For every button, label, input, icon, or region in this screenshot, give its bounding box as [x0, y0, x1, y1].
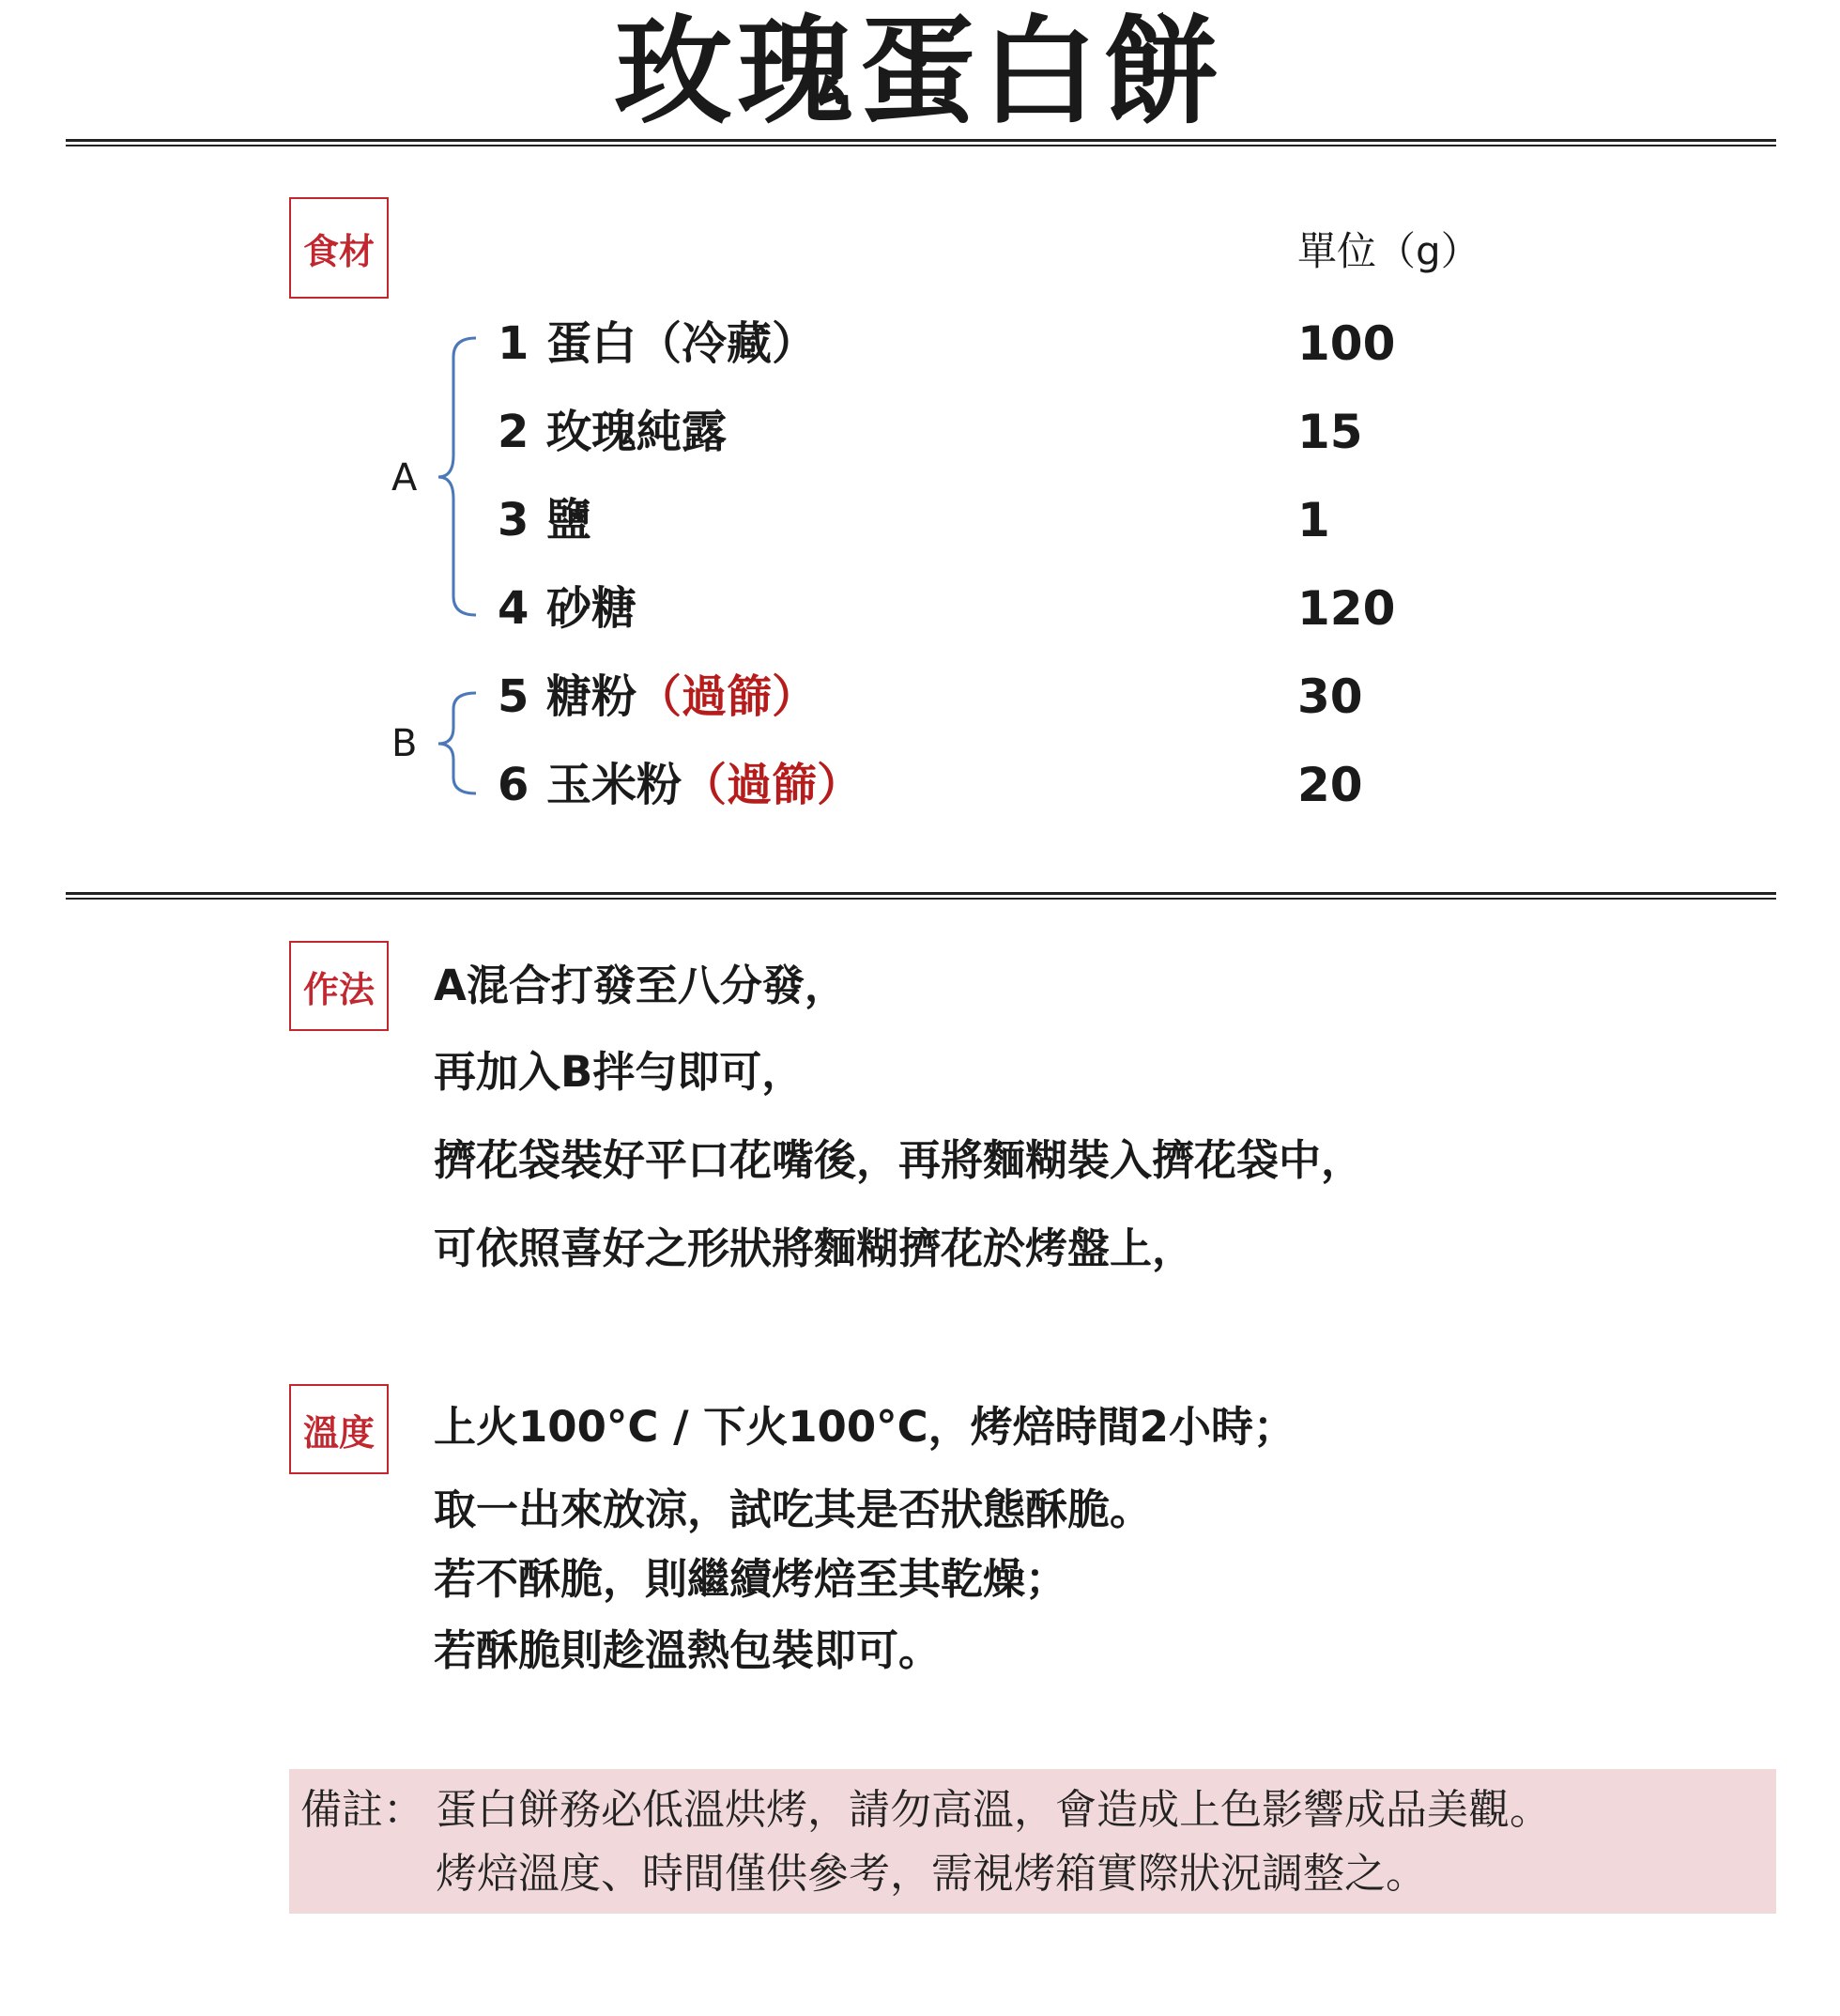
- note-line: 蛋白餅務必低溫烘烤，請勿高溫，會造成上色影響成品美觀。: [436, 1786, 1551, 1834]
- ingredient-number: 4: [498, 582, 529, 635]
- ingredient-name: 糖粉: [546, 670, 637, 723]
- method-step: 擠花袋裝好平口花嘴後，再將麵糊裝入擠花袋中，: [434, 1135, 1364, 1185]
- ingredient-note: （過篩）: [682, 759, 863, 811]
- divider: [66, 145, 1776, 146]
- method-tag: 作法: [289, 941, 389, 1031]
- ingredient-amount: 120: [1297, 581, 1396, 636]
- ingredient-amount: 100: [1297, 316, 1396, 371]
- ingredient-row: [498, 492, 591, 548]
- ingredient-row: [498, 315, 817, 372]
- temperature-line: 若酥脆則趁溫熱包裝即可。: [434, 1625, 942, 1675]
- method-step: 可依照喜好之形狀將麵糊擠花於烤盤上，: [434, 1223, 1195, 1273]
- ingredient-amount: 15: [1297, 405, 1363, 459]
- ingredient-row: [498, 669, 817, 725]
- ingredient-number: 1: [498, 317, 529, 370]
- group-label-b: B: [391, 722, 418, 765]
- divider: [66, 898, 1776, 900]
- method-step: A混合打發至八分發，: [434, 961, 847, 1010]
- unit-label: 單位（g）: [1297, 228, 1480, 274]
- ingredient-amount: 1: [1297, 493, 1330, 547]
- ingredient-name: 砂糖: [546, 582, 637, 635]
- ingredient-amount: 30: [1297, 669, 1363, 724]
- ingredient-row: [498, 580, 636, 637]
- ingredient-amount: 20: [1297, 758, 1363, 812]
- ingredient-note: （過篩）: [636, 670, 818, 723]
- bracket-a: [438, 338, 476, 615]
- ingredient-number: 5: [498, 670, 529, 723]
- ingredient-name: 蛋白（冷藏）: [546, 317, 818, 370]
- group-label-a: A: [391, 456, 418, 500]
- ingredient-name: 玉米粉: [546, 759, 682, 811]
- ingredient-number: 3: [498, 494, 529, 546]
- note-label: 備註：: [300, 1786, 424, 1834]
- bracket-b: [438, 693, 476, 793]
- temperature-line: 取一出來放涼，試吃其是否狀態酥脆。: [434, 1485, 1153, 1534]
- temperature-line: 若不酥脆，則繼續烤焙至其乾燥；: [434, 1554, 1068, 1604]
- ingredients-tag: 食材: [289, 197, 389, 299]
- ingredient-row: [498, 404, 727, 460]
- page-title: 玫瑰蛋白餅: [614, 5, 1225, 140]
- ingredient-name: 鹽: [546, 494, 592, 546]
- temperature-line: 上火100°C / 下火100°C，烤焙時間2小時；: [434, 1402, 1296, 1452]
- ingredient-row: [498, 757, 862, 813]
- group-brackets: [427, 329, 483, 817]
- method-step: 再加入B拌勻即可，: [434, 1047, 805, 1097]
- ingredient-name: 玫瑰純露: [546, 406, 728, 458]
- ingredient-number: 6: [498, 759, 529, 811]
- ingredient-number: 2: [498, 406, 529, 458]
- note-line: 烤焙溫度、時間僅供參考，需視烤箱實際狀況調整之。: [436, 1850, 1427, 1898]
- temperature-tag: 溫度: [289, 1384, 389, 1474]
- divider: [66, 139, 1776, 142]
- divider: [66, 892, 1776, 895]
